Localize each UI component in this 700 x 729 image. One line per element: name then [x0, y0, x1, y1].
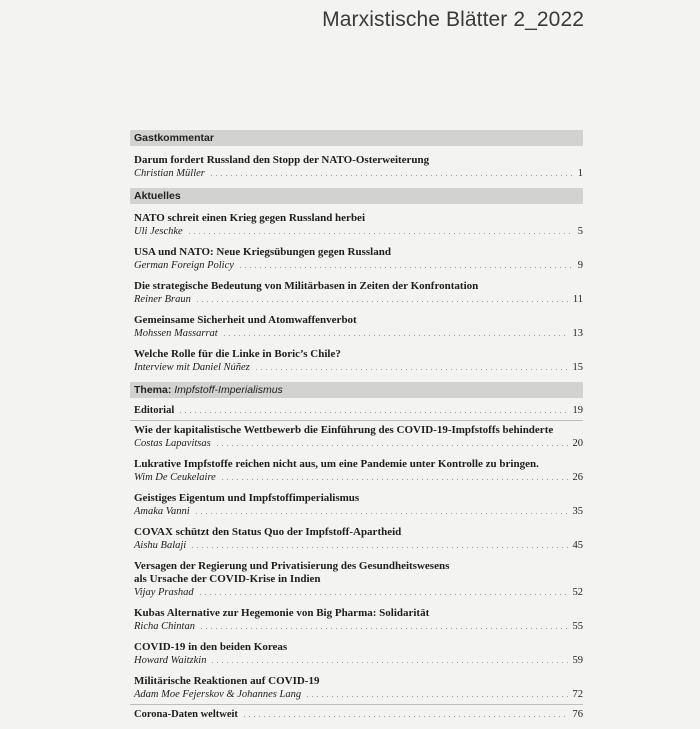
entry-meta: [134, 437, 583, 450]
toc-entry[interactable]: [130, 424, 583, 450]
entry-meta: [134, 620, 583, 633]
article-author: Costas Lapavitsas: [134, 438, 211, 449]
article-author: Aishu Balaji: [134, 540, 187, 551]
toc-entry[interactable]: [130, 212, 583, 238]
dot-leader: [187, 233, 574, 234]
article-author: Adam Moe Fejerskov & Johannes Lang: [134, 689, 302, 700]
page-number: 55: [572, 621, 583, 632]
article-title: Darum fordert Russland den Stopp der NATO-Osterweiterung: [134, 154, 430, 166]
article-author: Vijay Prashad: [134, 587, 194, 598]
article-author: German Foreign Policy: [134, 260, 234, 271]
article-title: Corona-Daten weltweit: [134, 709, 238, 720]
dot-leader: [220, 479, 569, 480]
toc-entry-corona-daten[interactable]: [130, 708, 583, 721]
article-author: Richa Chintan: [134, 621, 195, 632]
article-title: Wie der kapitalistische Wettbewerb die Einführung des COVID-19-Impfstoffs behinderte: [134, 424, 554, 436]
toc-entry[interactable]: [130, 560, 583, 599]
entry-meta: [134, 654, 583, 667]
dot-leader: [190, 547, 568, 548]
section-label: Aktuelles: [134, 190, 181, 202]
article-author: Uli Jeschke: [134, 226, 183, 237]
article-title: COVAX schützt den Status Quo der Impfstoff-Apartheid: [134, 526, 402, 538]
toc-entry[interactable]: [130, 154, 583, 180]
entry-meta: [134, 259, 583, 272]
article-title: Versagen der Regierung und Privatisierung des Gesundheitswesens: [134, 560, 450, 572]
section-header-aktuelles: [130, 188, 583, 204]
entry-meta: [134, 688, 583, 701]
toc-entry[interactable]: [130, 314, 583, 340]
dot-leader: [195, 301, 569, 302]
article-author: Mohssen Massarrat: [134, 328, 218, 339]
section-header-gastkommentar: [130, 130, 583, 146]
page-number: 72: [572, 689, 583, 700]
toc-entry[interactable]: [130, 492, 583, 518]
dot-leader: [209, 175, 574, 176]
section-label: Thema:: [134, 384, 172, 396]
toc-entry-editorial[interactable]: [130, 404, 583, 417]
page-number: 11: [572, 294, 583, 305]
entry-meta: [134, 708, 583, 721]
article-title: Militärische Reaktionen auf COVID-19: [134, 675, 320, 687]
entry-meta: [134, 327, 583, 340]
dot-leader: [198, 594, 569, 595]
entry-meta: [134, 539, 583, 552]
page-number: 9: [577, 260, 583, 271]
article-author: Wim De Ceukelaire: [134, 472, 216, 483]
page-number: 35: [572, 506, 583, 517]
article-title: Lukrative Impfstoffe reichen nicht aus, um eine Pandemie unter Kontrolle zu bringen.: [134, 458, 539, 470]
entry-meta: [134, 293, 583, 306]
page-number: 13: [572, 328, 583, 339]
section-label: Gastkommentar: [134, 132, 214, 144]
article-title: Kubas Alternative zur Hegemonie von Big Pharma: Solidarität: [134, 607, 430, 619]
article-author: Christian Müller: [134, 168, 205, 179]
dot-leader: [178, 412, 568, 413]
article-author: Howard Waitzkin: [134, 655, 207, 666]
page-number: 1: [577, 168, 583, 179]
article-title: Editorial: [134, 405, 175, 416]
dot-leader: [238, 267, 574, 268]
section-topic: Impfstoff-Imperialismus: [174, 384, 283, 396]
entry-meta: [134, 505, 583, 518]
dot-leader: [215, 445, 569, 446]
dot-leader: [222, 335, 569, 336]
article-title-line2: als Ursache der COVID-Krise in Indien: [134, 573, 321, 585]
entry-meta: [134, 471, 583, 484]
article-title: COVID-19 in den beiden Koreas: [134, 641, 288, 653]
page-number: 5: [577, 226, 583, 237]
article-author: Interview mit Daniel Núñez: [134, 362, 250, 373]
toc-entry[interactable]: [130, 526, 583, 552]
entry-meta: [134, 586, 583, 599]
entry-meta: [134, 225, 583, 238]
divider: [130, 704, 583, 705]
page-number: 76: [572, 709, 583, 720]
toc-entry[interactable]: [130, 458, 583, 484]
dot-leader: [199, 628, 569, 629]
page-number: 19: [572, 405, 583, 416]
article-author: Amaka Vanni: [134, 506, 190, 517]
toc-entry[interactable]: [130, 348, 583, 374]
page-number: 59: [572, 655, 583, 666]
dot-leader: [210, 662, 568, 663]
dot-leader: [242, 716, 569, 717]
article-title: Die strategische Bedeutung von Militärbasen in Zeiten der Konfrontation: [134, 280, 479, 292]
article-title: NATO schreit einen Krieg gegen Russland herbei: [134, 212, 365, 224]
article-title: Welche Rolle für die Linke in Boric’s Chile?: [134, 348, 341, 360]
entry-meta: [134, 167, 583, 180]
table-of-contents: [130, 130, 583, 729]
toc-entry[interactable]: [130, 246, 583, 272]
page-number: 52: [572, 587, 583, 598]
entry-meta: [134, 404, 583, 417]
article-title: USA und NATO: Neue Kriegsübungen gegen Russland: [134, 246, 391, 258]
toc-entry[interactable]: [130, 675, 583, 701]
section-header-thema: [130, 382, 583, 398]
entry-meta: [134, 361, 583, 374]
page-number: 15: [572, 362, 583, 373]
article-author: Reiner Braun: [134, 294, 191, 305]
toc-entry[interactable]: [130, 607, 583, 633]
page-number: 20: [572, 438, 583, 449]
page-number: 26: [572, 472, 583, 483]
dot-leader: [305, 696, 568, 697]
article-title: Geistiges Eigentum und Impfstoffimperialismus: [134, 492, 360, 504]
dot-leader: [254, 369, 569, 370]
page-title: Marxistische Blätter 2_2022: [322, 8, 584, 31]
article-title: Gemeinsame Sicherheit und Atomwaffenverbot: [134, 314, 357, 326]
divider: [130, 420, 583, 421]
toc-entry[interactable]: [130, 280, 583, 306]
page-number: 45: [572, 540, 583, 551]
dot-leader: [194, 513, 569, 514]
toc-entry[interactable]: [130, 641, 583, 667]
